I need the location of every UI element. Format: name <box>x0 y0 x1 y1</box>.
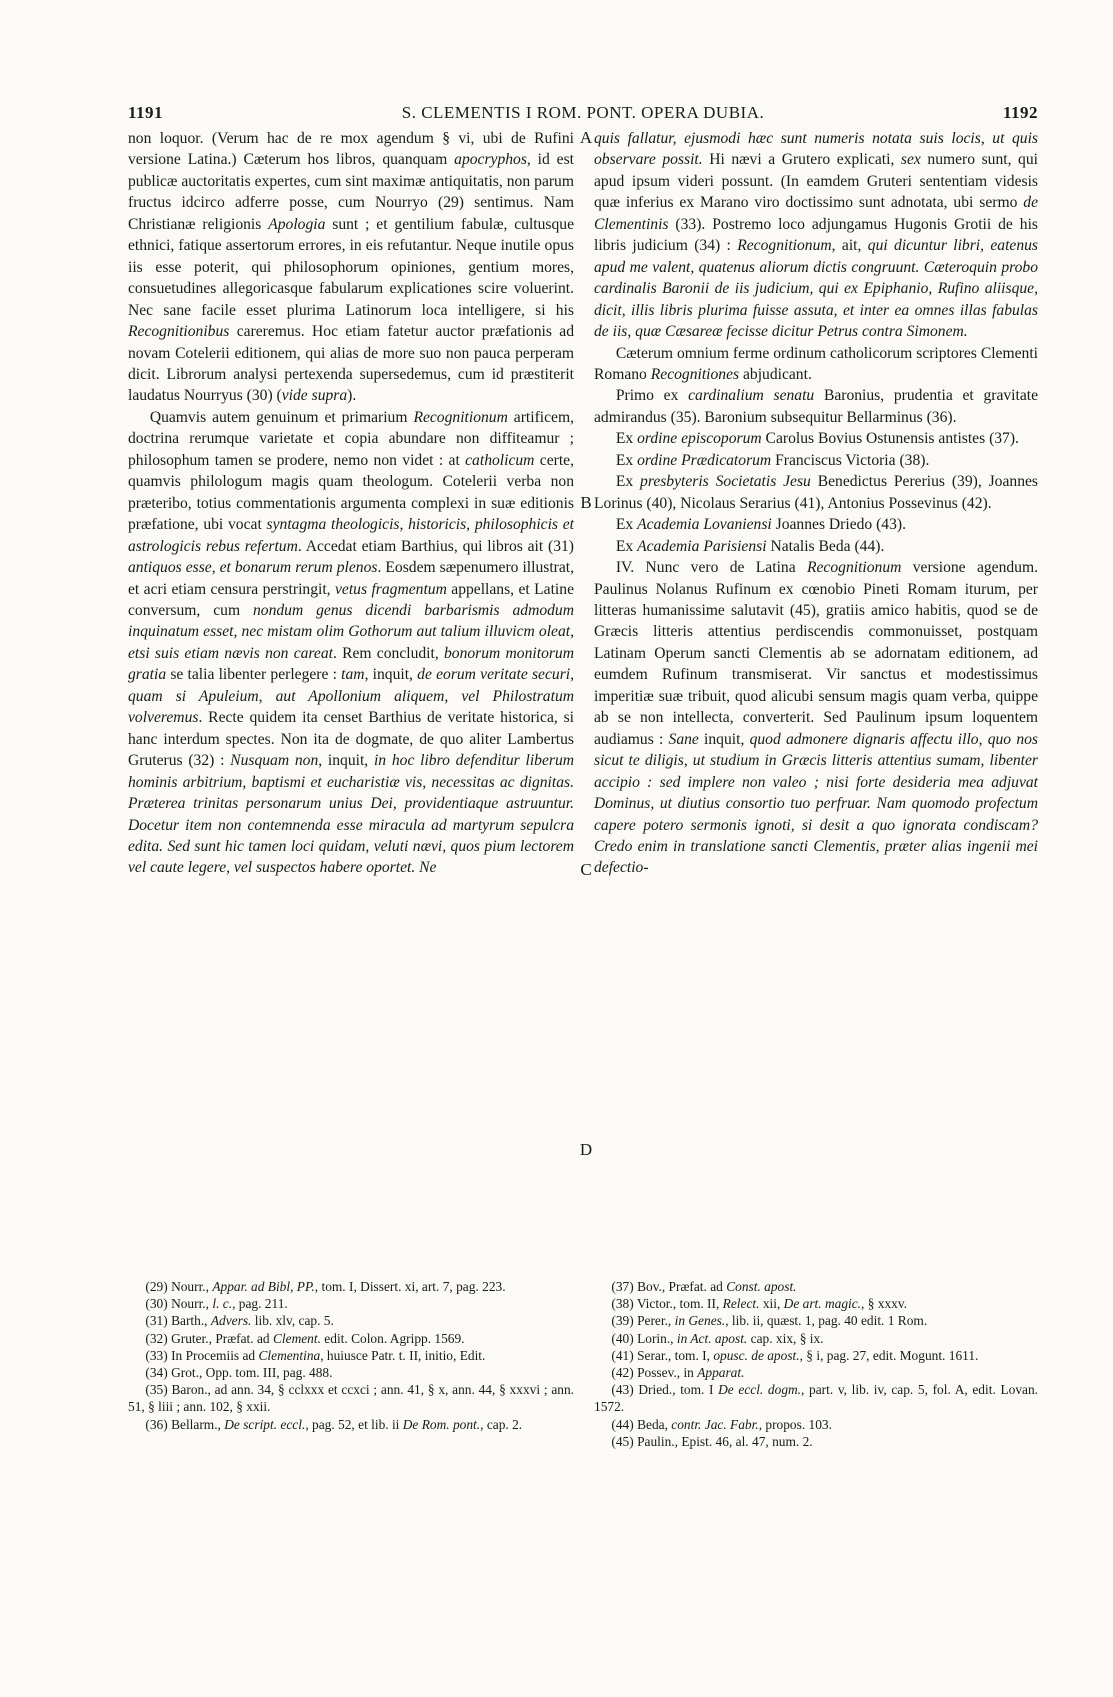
text-run: xii, <box>759 1296 784 1312</box>
text-run: ). <box>347 387 357 405</box>
text-run: Hi nævi a Grutero explicati, <box>702 151 901 169</box>
text-run: . Accedat etiam Barthius, qui libros ait (31) <box>297 537 574 555</box>
text-run: (29) Nourr., <box>145 1279 213 1294</box>
footnote <box>128 1381 574 1415</box>
text-run: (43) Dried., tom. I <box>611 1382 719 1398</box>
italic-run: l. c. <box>212 1296 233 1312</box>
text-run: cap. xix, § ix. <box>747 1330 824 1346</box>
italic-run: Recognitionum <box>737 237 832 255</box>
text-run: , propos. 103. <box>758 1416 832 1432</box>
running-title: S. CLEMENTIS I ROM. PONT. OPERA DUBIA. <box>401 103 765 122</box>
italic-run: Recognitionum <box>806 559 902 577</box>
italic-run: De eccl. dogm. <box>718 1382 802 1398</box>
text-run: se talia libenter perlegere : <box>166 666 342 684</box>
footnote <box>594 1381 1038 1415</box>
italic-run: De art. magic. <box>783 1296 862 1312</box>
text-run: (41) Serar., tom. I, <box>611 1347 714 1363</box>
page-number-right: 1192 <box>1002 103 1038 122</box>
footnote <box>594 1295 1038 1312</box>
italic-run: Const. apost. <box>726 1279 797 1294</box>
text-run: (32) Gruter., Præfat. ad <box>145 1330 273 1346</box>
footnote <box>594 1330 1038 1347</box>
paragraph <box>594 536 1038 557</box>
text-run: (34) Grot., Opp. tom. III, pag. 488. <box>145 1365 333 1381</box>
italic-run: in hoc libro defenditur liberum hominis arbitrium, baptismi et eucharistiæ vis, necessitas ac dignitas. Præterea trinitas personarum unius Dei, providentiaque astruuntur. Docetur item non contemnenda esse miracula ad martyrum sepulcra edita. Sed sunt hic tamen loci quidam, veluti nævi, quos pium lectorem vel caute legere, vel suspectos habere oportet. Ne <box>128 752 575 877</box>
italic-run: sex <box>900 151 921 169</box>
footnotes-right <box>594 1278 1038 1450</box>
paragraph <box>594 450 1038 471</box>
text-run: certe, quamvis philologum magis quam theologum. Cotelerii verba non præteribo, totius commentationis argumenta complexi in suæ editionis præfatione, ubi vocat <box>128 451 574 534</box>
italic-run: antiquos esse, et bonarum rerum plenos <box>128 559 378 577</box>
text-run: (44) Beda, <box>611 1416 672 1432</box>
text-run: careremus. Hoc etiam fatetur auctor præfationis ad novam Cotelerii editionem, qui alias de more suo non pauca perperam dicit. Librorum analysi pertexenda supersedemus, cum id præstiterit laudatus Nourryus (30) ( <box>128 323 574 405</box>
paragraph <box>594 385 1038 428</box>
italic-run: ordine Prædicatorum <box>637 451 772 469</box>
text-run: (33) In Procemiis ad <box>145 1347 259 1363</box>
italic-run: Recognitionum <box>413 408 508 426</box>
text-run: numero sunt, qui apud ipsum videri possunt. (In eamdem Gruteri sententiam videsis quæ inferius ex Marano viro doctissimo sunt adnotata, ubi sermo <box>594 151 1038 212</box>
footnote <box>594 1416 1038 1433</box>
footnote <box>594 1433 1038 1450</box>
footnote <box>128 1295 574 1312</box>
paragraph <box>594 471 1038 514</box>
italic-run: Nusquam non <box>230 752 319 770</box>
text-run: Cæterum omnium ferme ordinum catholicorum scriptores Clementi Romano <box>594 344 1038 383</box>
running-header <box>128 103 1038 129</box>
text-run: (37) Bov., Præfat. ad <box>611 1279 727 1294</box>
text-run: , § xxxv. <box>861 1296 908 1312</box>
italic-run: apocryphos <box>454 151 527 169</box>
text-run: . Eosdem sæpenumero illustrat, et acri etiam censura perstringit, <box>128 559 574 598</box>
italic-run: De Rom. pont. <box>402 1416 481 1432</box>
text-run: (35) Baron., ad ann. 34, § cclxxx et ccxci ; ann. 41, § x, ann. 44, § xxxvi ; ann. 51, § liii ; ann. 102, § xxii. <box>128 1382 574 1415</box>
footnote <box>594 1347 1038 1364</box>
italic-run: bonorum monitorum gratia <box>128 644 574 684</box>
paragraph <box>594 428 1038 449</box>
italic-run: syntagma theologicis, historicis, philosophicis et astrologicis rebus refertum <box>128 516 574 555</box>
text-run: , § i, pag. 27, edit. Mogunt. 1611. <box>799 1347 979 1363</box>
text-run: (42) Possev., in <box>611 1365 698 1381</box>
text-run: , id est publicæ auctoritatis expertes, cum sint maximæ antiquitatis, non parum fructus idcirco adferre posse, cum Nourryo (29) sentimus. Nam Christianæ religionis <box>128 151 574 233</box>
italic-run: Apparat. <box>697 1365 745 1381</box>
text-run: IV. Nunc vero de Latina <box>615 559 807 577</box>
text-run: (38) Victor., tom. II, <box>611 1296 723 1312</box>
italic-run: vetus fragmentum <box>335 580 447 598</box>
text-run: , pag. 52, et lib. ii <box>305 1416 403 1432</box>
text-run: (31) Barth., <box>145 1313 211 1329</box>
right-column <box>594 128 1038 879</box>
text-run: sunt ; et gentilium fabulæ, cultusque ethnici, fatique assertorum errores, in eis refutantur. Neque inutile opus iis esse poterit, qui philosophorum opiniones, gentium mores, consuetudines allegoricasque fabularum explicationes scire voluerint. Nec sane facile esset plurima Latinorum loca intelligere, si his <box>128 215 574 319</box>
footnote <box>128 1364 574 1381</box>
text-run: . Rem concludit, <box>332 644 444 662</box>
text-run: (40) Lorin., <box>611 1330 677 1346</box>
text-run: (36) Bellarm., <box>145 1416 225 1432</box>
text-run: , lib. ii, quæst. 1, pag. 40 edit. 1 Rom. <box>725 1313 928 1329</box>
italic-run: de Clementinis <box>594 194 1038 233</box>
text-run: , tom. I, Dissert. xi, art. 7, pag. 223. <box>314 1279 506 1294</box>
italic-run: cardinalium senatu <box>688 387 815 405</box>
text-run: Carolus Bovius Ostunensis antistes (37). <box>761 430 1019 448</box>
italic-run: Sane <box>668 730 699 748</box>
text-run: Ex <box>615 473 641 491</box>
text-run: Benedictus Pererius (39), Joannes Lorinus (40), Nicolaus Serarius (41), Antonius Possevinus (42). <box>594 473 1038 512</box>
italic-run: catholicum <box>465 451 535 469</box>
text-run: , inquit, <box>318 752 374 770</box>
text-run: Quamvis autem genuinum et primarium <box>149 408 414 426</box>
text-run: , part. v, lib. iv, cap. 5, fol. A, edit. Lovan. 1572. <box>594 1382 1038 1415</box>
italic-run: opusc. de apost. <box>713 1347 800 1363</box>
paragraph <box>594 343 1038 386</box>
paragraph <box>594 514 1038 535</box>
text-run: , inquit, <box>364 666 418 684</box>
paragraph <box>594 128 1038 343</box>
text-run: . Recte quidem ita censet Barthius de veritate historica, si hanc interdum spectes. Non ita de dogmate, de quo aliter Lambertus Gruterus (32) : <box>128 709 574 770</box>
footnote <box>128 1347 574 1364</box>
text-run: Primo ex <box>615 387 689 405</box>
paragraph <box>128 407 574 879</box>
text-run: non loquor. (Verum hac de re mox agendum § vi, ubi de Rufini versione Latina.) Cæterum hos libros, quanquam <box>128 130 574 169</box>
text-run: Natalis Beda (44). <box>766 537 885 555</box>
text-run: artificem, doctrina rerumque varietate et copia abundare non diffiteamur ; philosophum tamen se prodere, nemo non videt : at <box>128 408 574 469</box>
text-run: (30) Nourr., <box>145 1296 213 1312</box>
italic-run: Clement. <box>272 1330 321 1346</box>
text-run: inquit, <box>698 730 750 748</box>
italic-run: in Act. apost. <box>676 1330 748 1346</box>
italic-run: de eorum veritate securi, quam si Apuleium, aut Apollonium aliquem, vel Philostratum volveremus <box>128 666 574 727</box>
text-run: (39) Perer., <box>611 1313 675 1329</box>
footnote <box>128 1416 574 1433</box>
footnote <box>128 1330 574 1347</box>
footnote <box>128 1312 574 1329</box>
text-run: , pag. 211. <box>232 1296 288 1312</box>
footnote <box>128 1278 574 1295</box>
footnote <box>594 1364 1038 1381</box>
italic-run: nondum genus dicendi barbarismis admodum inquinatum esset, nec mistam olim Gothorum aut talium illuvicm oleat, etsi suis etiam nævis non careat <box>128 601 574 662</box>
margin-letter-b: B <box>580 493 592 512</box>
page-number-left: 1191 <box>128 103 164 122</box>
footnote <box>594 1312 1038 1329</box>
italic-run: Recognitionibus <box>128 323 230 341</box>
text-run: , ait, <box>831 237 868 255</box>
italic-run: Apologia <box>268 215 326 233</box>
italic-run: ordine episcoporum <box>637 430 762 448</box>
italic-run: quod admonere dignaris affectu illo, quo nos sicut te diligis, ut studium in Græcis litteris attentius sumam, libenter accipio : sed implere non valeo ; nisi forte desideria mea adjuvat Dominus, ut diutius consortio tuo perfruar. Nam quomodo profectum capere potero sermonis ignoti, si desit a quo ignorata condiscam? Credo enim in translatione sancti Clementis, præter alias ingenii mei defectio- <box>594 730 1038 877</box>
text-run: appellans, et Latine conversum, cum <box>128 580 574 619</box>
text-run: (33). Postremo loco adjungamus Hugonis Grotii de his libris judicium (34) : <box>594 215 1038 255</box>
italic-run: tam <box>341 666 365 684</box>
margin-letter-d: D <box>579 1140 593 1159</box>
text-run: Ex <box>615 451 638 469</box>
text-run: Joannes Driedo (43). <box>771 516 906 534</box>
footnote <box>594 1278 1038 1295</box>
italic-run: in Genes. <box>674 1313 726 1329</box>
italic-run: vide supra <box>281 387 348 405</box>
footnotes-left <box>128 1278 574 1433</box>
text-run: , huiusce Patr. t. II, initio, Edit. <box>320 1347 486 1363</box>
text-run: , cap. 2. <box>480 1416 523 1432</box>
text-run: Ex <box>615 430 638 448</box>
italic-run: Recognitiones <box>650 365 740 383</box>
margin-letter-c: C <box>580 860 592 879</box>
text-run: edit. Colon. Agripp. 1569. <box>320 1330 465 1346</box>
paragraph <box>128 128 574 407</box>
left-column <box>128 128 574 879</box>
text-run: lib. xlv, cap. 5. <box>251 1313 334 1329</box>
text-run: abjudicant. <box>739 365 812 383</box>
italic-run: Clementina <box>258 1347 321 1363</box>
text-run: Baronius, prudentia et gravitate admirandus (35). Baronium subsequitur Bellarminus (36). <box>594 387 1039 426</box>
italic-run: Academia Parisiensi <box>637 537 767 555</box>
italic-run: qui dicuntur libri, eatenus apud me valent, quatenus aliorum dictis congruunt. Cæteroquin probo cardinalis Baronii de iis judicium, qui ex Epiphanio, Rufino aliisque, dicit, illis libris plurima fuisse assuta, et inter ea omnes illas fabulas de iis, quæ Cæsareæ fecisse dicitur Petrus contra Simonem. <box>594 237 1038 341</box>
italic-run: Advers. <box>210 1313 252 1329</box>
text-run: Ex <box>615 537 638 555</box>
italic-run: Academia Lovaniensi <box>637 516 772 534</box>
text-run: (45) Paulin., Epist. 46, al. 47, num. 2. <box>611 1433 813 1449</box>
italic-run: contr. Jac. Fabr. <box>671 1416 759 1432</box>
margin-letter-a: A <box>579 128 593 147</box>
italic-run: quis fallatur, ejusmodi hæc sunt numeris notata suis locis, ut quis observare possit. <box>594 130 1038 169</box>
italic-run: presbyteris Societatis Jesu <box>640 473 811 491</box>
italic-run: Appar. ad Bibl, PP. <box>212 1279 315 1294</box>
text-run: Ex <box>615 516 638 534</box>
text-run: Franciscus Victoria (38). <box>771 451 930 469</box>
paragraph <box>594 557 1038 879</box>
italic-run: De script. eccl. <box>224 1416 306 1432</box>
italic-run: Relect. <box>722 1296 760 1312</box>
text-run: versione agendum. Paulinus Nolanus Rufinum ex cœnobio Pineti Romam iturum, per litteras humanissime salutavit (45), gratiis amico habitis, quod se de Græcis litteris attentius perdiscendis commonuisset, postquam Latinam Operum sancti Clementis ab se adornatam editionem, ad eumdem Rufinum transmiserat. Vir sanctus et modestissimus imperitiæ suæ tribuit, quod alicubi sensum magis quam verba, quippe ab se non intellecta, converterit. Sed Paulinum ipsum loquentem audiamus : <box>594 559 1038 748</box>
